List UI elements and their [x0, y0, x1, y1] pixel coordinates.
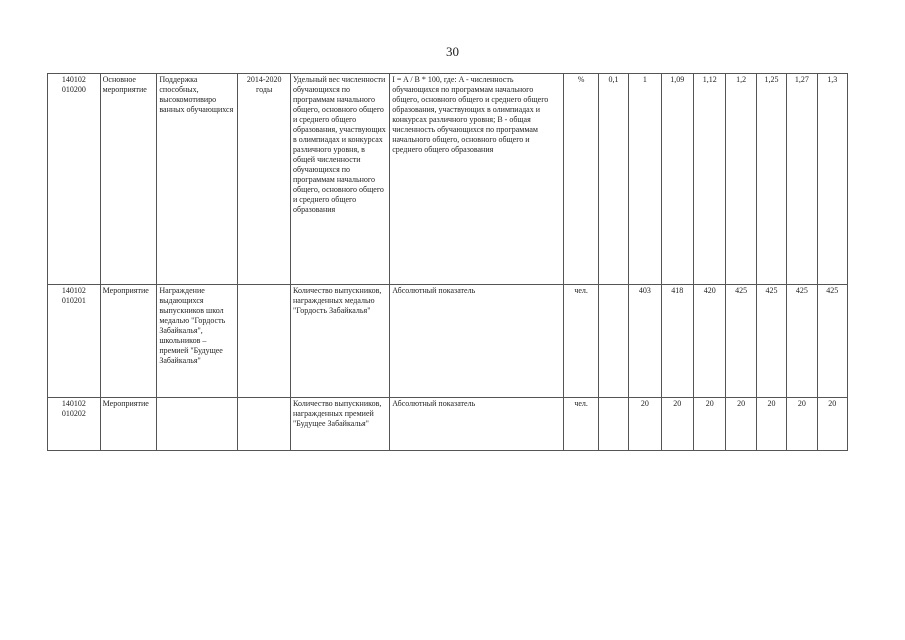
- row-year-value-cell: 1,3: [817, 74, 847, 285]
- row-year-value-cell: 425: [726, 285, 756, 398]
- row-period-cell: 2014-2020 годы: [238, 74, 291, 285]
- row-year-value-cell: 403: [629, 285, 661, 398]
- row-year-value-cell: 20: [787, 398, 817, 451]
- row-type-cell: Мероприятие: [100, 398, 157, 451]
- row-formula-cell: Абсолютный показатель: [390, 398, 564, 451]
- row-year-value-cell: 425: [756, 285, 786, 398]
- row-year-value-cell: 425: [787, 285, 817, 398]
- row-type-cell: Основное мероприятие: [100, 74, 157, 285]
- table-row: [48, 74, 848, 285]
- row-year-value-cell: 1,27: [787, 74, 817, 285]
- row-year-value-cell: 1,12: [694, 74, 726, 285]
- row-name-cell: [157, 398, 238, 451]
- row-indicator-cell: Количество выпускников, награжденных медалью "Гордость Забайкалья": [291, 285, 390, 398]
- row-indicator-cell: Количество выпускников, награжденных премией "Будущее Забайкалья": [291, 398, 390, 451]
- row-base-value-cell: [598, 398, 628, 451]
- table-row: [48, 285, 848, 398]
- row-year-value-cell: 418: [661, 285, 693, 398]
- row-period-cell: [238, 398, 291, 451]
- row-year-value-cell: 1,25: [756, 74, 786, 285]
- row-year-value-cell: 20: [629, 398, 661, 451]
- row-period-cell: [238, 285, 291, 398]
- row-unit-cell: %: [564, 74, 598, 285]
- row-year-value-cell: 1: [629, 74, 661, 285]
- row-year-value-cell: 20: [694, 398, 726, 451]
- page-number: 30: [446, 44, 459, 59]
- row-year-value-cell: 425: [817, 285, 847, 398]
- row-year-value-cell: 1,09: [661, 74, 693, 285]
- row-formula-cell: I = A / B * 100, где: A - численность обучающихся по программам начального общего, основного общего и среднего общего образования, участвующих в олимпиадах и конкурсах различного уровня; B - общая численность обучающихся по программам начального общего, основного общего и среднего общего образования: [390, 74, 564, 285]
- row-type-cell: Мероприятие: [100, 285, 157, 398]
- row-code-cell: 140102 010202: [48, 398, 101, 451]
- row-base-value-cell: 0,1: [598, 74, 628, 285]
- row-name-cell: Поддержка способных, высокомотивиро ванных обучающихся: [157, 74, 238, 285]
- row-year-value-cell: 20: [661, 398, 693, 451]
- program-table: [47, 73, 848, 451]
- row-code-cell: 140102 010201: [48, 285, 101, 398]
- row-name-cell: Награждение выдающихся выпускников школ медалью "Гордость Забайкалья", школьников – премией "Будущее Забайкалья": [157, 285, 238, 398]
- row-year-value-cell: 20: [756, 398, 786, 451]
- row-year-value-cell: 420: [694, 285, 726, 398]
- row-year-value-cell: 20: [817, 398, 847, 451]
- row-indicator-cell: Удельный вес численности обучающихся по программам начального общего, основного общего и среднего общего образования, участвующих в олимпиадах и конкурсах различного уровня, в общей численности обучающихся по программам начального общего, основного общего и среднего общего образования: [291, 74, 390, 285]
- row-base-value-cell: [598, 285, 628, 398]
- table-row: [48, 398, 848, 451]
- row-year-value-cell: 20: [726, 398, 756, 451]
- row-year-value-cell: 1,2: [726, 74, 756, 285]
- row-unit-cell: чел.: [564, 285, 598, 398]
- row-unit-cell: чел.: [564, 398, 598, 451]
- row-code-cell: 140102 010200: [48, 74, 101, 285]
- row-formula-cell: Абсолютный показатель: [390, 285, 564, 398]
